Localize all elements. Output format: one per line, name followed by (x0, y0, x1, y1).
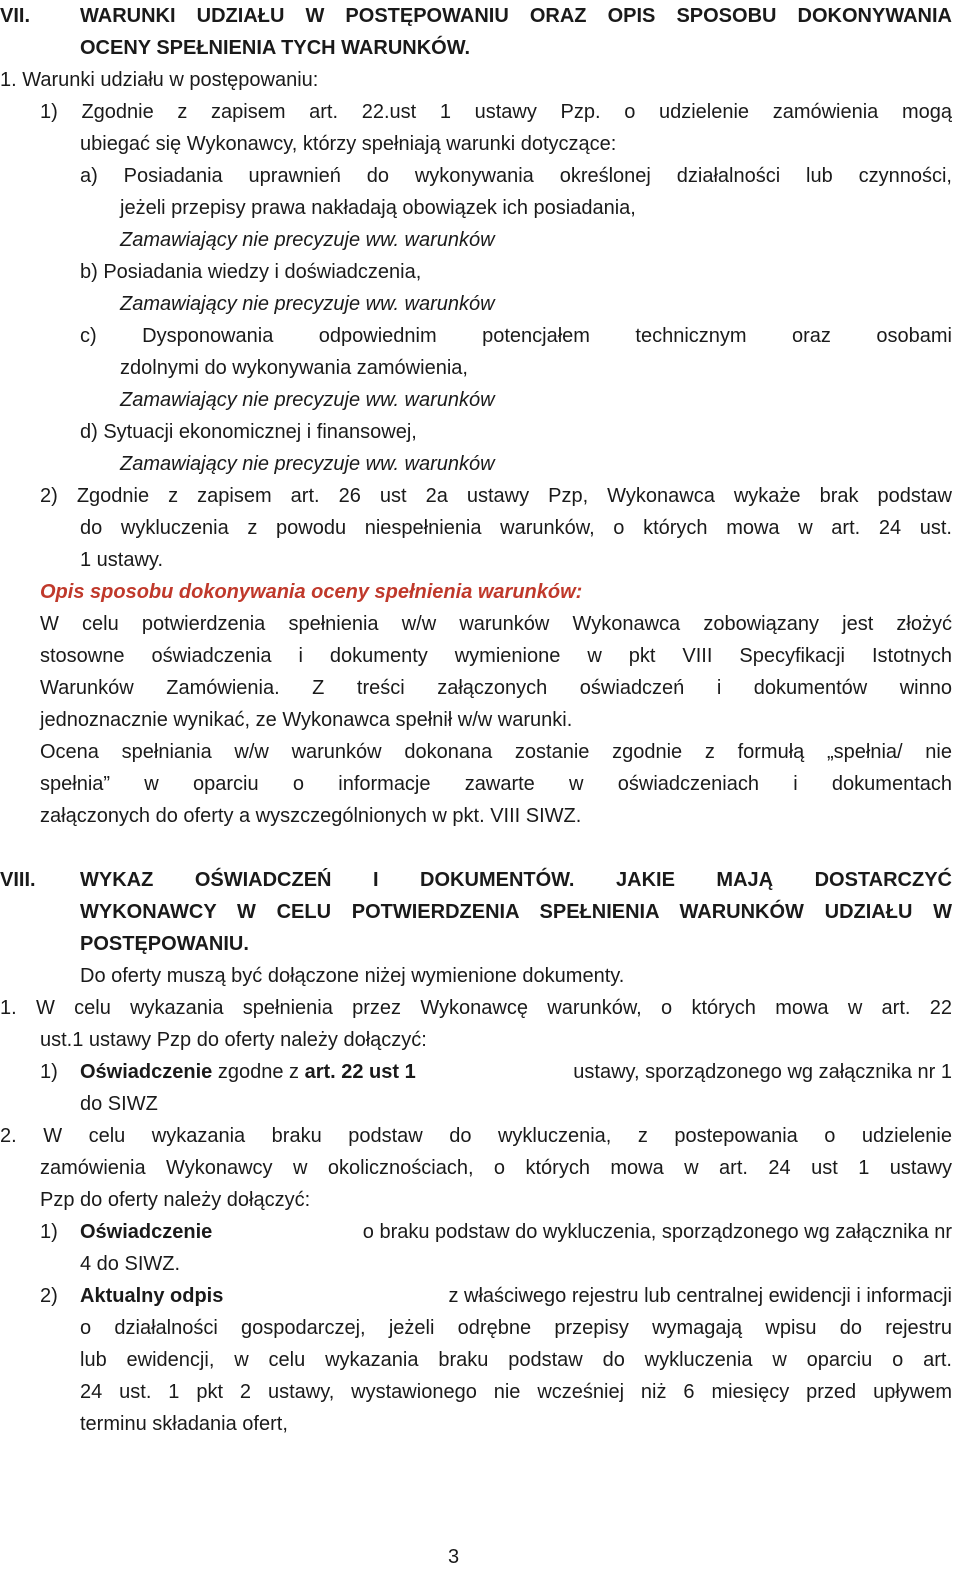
docs-point-2-2-number: 2) (40, 1285, 58, 1307)
docs-point-1-line2: ust.1 ustawy Pzp do oferty należy dołączyć: (40, 1029, 427, 1051)
docs-point-2-1-number: 1) (40, 1221, 58, 1243)
condition-c-line1: c) Dysponowania odpowiednim potencjałem technicznym oraz osobami (80, 325, 952, 347)
point-2-line1: 2) Zgodnie z zapisem art. 26 ust 2a ustawy Pzp, Wykonawca wykaże brak podstaw (40, 485, 952, 507)
evaluation-heading: Opis sposobu dokonywania oceny spełnienia warunków: (40, 581, 583, 603)
conditions-heading: 1. Warunki udziału w postępowaniu: (0, 69, 319, 91)
evaluation-line1: W celu potwierdzenia spełnienia w/w warunków Wykonawca zobowiązany jest złożyć (40, 613, 952, 635)
exclusion-statement-label: Oświadczenie (80, 1221, 213, 1243)
section-vii-title-line2: OCENY SPEŁNIENIA TYCH WARUNKÓW. (80, 37, 471, 59)
section-viii-title-line2: WYKONAWCY W CELU POTWIERDZENIA SPEŁNIENIA WARUNKÓW UDZIAŁU W (80, 901, 952, 923)
docs-point-2-2-line2: o działalności gospodarczej, jeżeli odrębne przepisy wymagają wpisu do rejestru (80, 1317, 952, 1339)
section-vii-number: VII. (0, 5, 31, 27)
page-number: 3 (448, 1546, 460, 1568)
docs-point-2-line1: 2. W celu wykazania braku podstaw do wykluczenia, z postepowania o udzielenie (0, 1125, 952, 1147)
condition-b-note: Zamawiający nie precyzuje ww. warunków (120, 293, 495, 315)
docs-point-1-1-line1 (80, 1056, 952, 1088)
assessment-line1: Ocena spełniania w/w warunków dokonana zostanie zgodnie z formułą „spełnia/ nie (40, 741, 952, 763)
section-vii-title-line1: WARUNKI UDZIAŁU W POSTĘPOWANIU ORAZ OPIS SPOSOBU DOKONYWANIA (80, 5, 952, 27)
docs-point-1-line1: 1. W celu wykazania spełnienia przez Wykonawcę warunków, o których mowa w art. 22 (0, 997, 952, 1019)
docs-point-2-1-line2: 4 do SIWZ. (80, 1253, 181, 1275)
statement-connector: zgodne z (212, 1061, 305, 1083)
point-2-line2: do wykluczenia z powodu niespełnienia warunków, o których mowa w art. 24 ust. (80, 517, 952, 539)
registry-extract-label: Aktualny odpis (80, 1285, 224, 1307)
statement-label: Oświadczenie (80, 1061, 213, 1083)
exclusion-statement-rest: o braku podstaw do wykluczenia, sporządzonego wg załącznika nr (362, 1221, 952, 1243)
condition-d-note: Zamawiający nie precyzuje ww. warunków (120, 453, 495, 475)
point-1-line1: 1) Zgodnie z zapisem art. 22.ust 1 ustawy Pzp. o udzielenie zamówienia mogą (40, 101, 952, 123)
docs-point-2-line3: Pzp do oferty należy dołączyć: (40, 1189, 311, 1211)
evaluation-line3: Warunków Zamówienia. Z treści załączonych oświadczeń i dokumentów winno (40, 677, 952, 699)
condition-c-note: Zamawiający nie precyzuje ww. warunków (120, 389, 495, 411)
docs-point-1-1-number: 1) (40, 1061, 58, 1083)
assessment-line3: załączonych do oferty a wyszczególnionych w pkt. VIII SIWZ. (40, 805, 582, 827)
section-viii-title-line1: WYKAZ OŚWIADCZEŃ I DOKUMENTÓW. JAKIE MAJĄ DOSTARCZYĆ (80, 869, 952, 891)
docs-point-2-2-line3: lub ewidencji, w celu wykazania braku podstaw do wykluczenia w oparciu o art. (80, 1349, 952, 1371)
docs-point-2-2-line4: 24 ust. 1 pkt 2 ustawy, wystawionego nie wcześniej niż 6 miesięcy przed upływem (80, 1381, 952, 1403)
section-viii-intro: Do oferty muszą być dołączone niżej wymienione dokumenty. (80, 965, 625, 987)
article-reference: art. 22 ust 1 (304, 1061, 416, 1083)
section-viii-number: VIII. (0, 869, 36, 891)
evaluation-line4: jednoznacznie wynikać, ze Wykonawca spełnił w/w warunki. (40, 709, 573, 731)
point-2-line3: 1 ustawy. (80, 549, 163, 571)
condition-c-line2: zdolnymi do wykonywania zamówienia, (120, 357, 468, 379)
registry-extract-rest: z właściwego rejestru lub centralnej ewidencji i informacji (448, 1285, 952, 1307)
statement-rest: ustawy, sporządzonego wg załącznika nr 1 (573, 1061, 952, 1083)
point-1-line2: ubiegać się Wykonawcy, którzy spełniają warunki dotyczące: (80, 133, 617, 155)
condition-a-line1: a) Posiadania uprawnień do wykonywania określonej działalności lub czynności, (80, 165, 952, 187)
condition-a-note: Zamawiający nie precyzuje ww. warunków (120, 229, 495, 251)
condition-a-line2: jeżeli przepisy prawa nakładają obowiązek ich posiadania, (120, 197, 636, 219)
condition-d-line1: d) Sytuacji ekonomicznej i finansowej, (80, 421, 417, 443)
docs-point-2-2-line5: terminu składania ofert, (80, 1413, 288, 1435)
assessment-line2: spełnia” w oparciu o informacje zawarte w oświadczeniach i dokumentach (40, 773, 952, 795)
docs-point-2-2-line1 (80, 1280, 952, 1312)
docs-point-2-1-line1 (80, 1216, 952, 1248)
docs-point-1-1-line2: do SIWZ (80, 1093, 158, 1115)
evaluation-line2: stosowne oświadczenia i dokumenty wymienione w pkt VIII Specyfikacji Istotnych (40, 645, 952, 667)
section-viii-title-line3: POSTĘPOWANIU. (80, 933, 249, 955)
docs-point-2-line2: zamówienia Wykonawcy w okolicznościach, o których mowa w art. 24 ust 1 ustawy (40, 1157, 952, 1179)
condition-b-line1: b) Posiadania wiedzy i doświadczenia, (80, 261, 422, 283)
